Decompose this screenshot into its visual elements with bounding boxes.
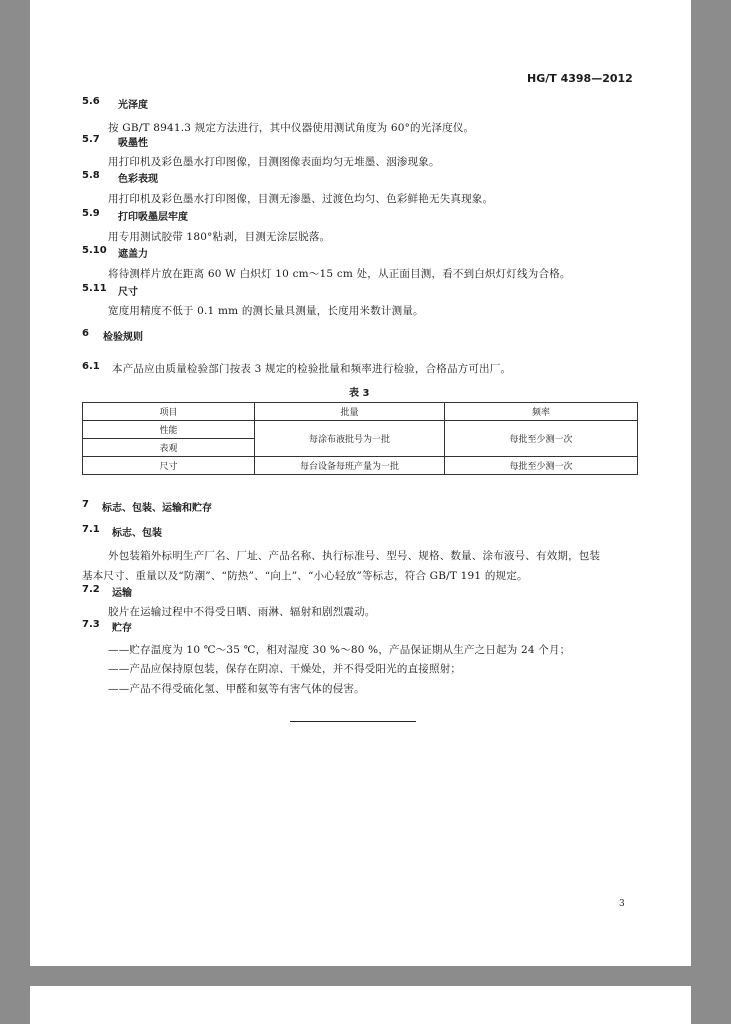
section-7-2-number: 7.2 xyxy=(82,584,100,595)
section-7-1-title: 标志、包装 xyxy=(112,528,162,539)
end-rule xyxy=(290,721,416,722)
section-7-title: 标志、包装、运输和贮存 xyxy=(102,503,212,514)
next-page-edge xyxy=(30,986,691,1024)
page-number: 3 xyxy=(619,899,625,909)
section-5-8-number: 5.8 xyxy=(82,170,100,181)
table-3-caption: 表 3 xyxy=(349,388,370,399)
table-header-cell: 批量 xyxy=(255,403,445,421)
section-7-2-title: 运输 xyxy=(112,588,132,599)
section-5-6-number: 5.6 xyxy=(82,96,100,107)
section-5-10-title: 遮盖力 xyxy=(118,249,148,260)
standard-number: HG/T 4398—2012 xyxy=(527,72,633,85)
section-5-7-number: 5.7 xyxy=(82,134,100,145)
table-3 xyxy=(82,402,638,475)
section-5-7-text: 用打印机及彩色墨水打印图像，目测图像表面均匀无堆墨、洇渗现象。 xyxy=(108,156,440,168)
section-7-2-text: 胶片在运输过程中不得受日晒、雨淋、辐射和剧烈震动。 xyxy=(108,606,376,618)
section-7-3-item: ——贮存温度为 10 ℃～35 ℃，相对湿度 30 %～80 %，产品保证期从生产之日起为 24 个月； xyxy=(108,644,571,656)
section-7-1-line-1: 外包装箱外标明生产厂名、厂址、产品名称、执行标准号、型号、规格、数量、涂布液号、有效期，包装 xyxy=(108,550,601,562)
section-6-1-number: 6.1 xyxy=(82,361,100,372)
table-header-cell: 项目 xyxy=(83,403,255,421)
section-6-title: 检验规则 xyxy=(103,332,143,343)
section-5-8-title: 色彩表现 xyxy=(118,174,158,185)
section-5-11-title: 尺寸 xyxy=(118,287,138,298)
table-header-row xyxy=(83,403,638,421)
section-7-1-line-2: 基本尺寸、重量以及“防潮”、“防热”、“向上”、“小心轻放”等标志，符合 GB/T 191 的规定。 xyxy=(82,570,528,582)
table-header-cell: 频率 xyxy=(445,403,638,421)
section-5-9-title: 打印吸墨层牢度 xyxy=(118,212,188,223)
table-cell: 性能 xyxy=(83,421,255,439)
table-cell: 每批至少测一次 xyxy=(445,457,638,475)
table-row xyxy=(83,457,638,475)
section-6-number: 6 xyxy=(82,328,89,339)
section-7-1-number: 7.1 xyxy=(82,524,100,535)
section-7-3-item: ——产品不得受硫化氢、甲醛和氨等有害气体的侵害。 xyxy=(108,683,365,695)
section-7-3-title: 贮存 xyxy=(112,623,132,634)
section-5-10-number: 5.10 xyxy=(82,245,107,256)
section-7-number: 7 xyxy=(82,499,89,510)
table-cell: 每涂布液批号为一批 xyxy=(255,421,445,457)
section-5-9-number: 5.9 xyxy=(82,208,100,219)
table-cell: 尺寸 xyxy=(83,457,255,475)
section-5-7-title: 吸墨性 xyxy=(118,138,148,149)
table-cell: 每批至少测一次 xyxy=(445,421,638,457)
section-7-3-number: 7.3 xyxy=(82,619,100,630)
section-5-11-number: 5.11 xyxy=(82,283,107,294)
table-cell: 每台设备每班产量为一批 xyxy=(255,457,445,475)
table-row xyxy=(83,421,638,439)
section-6-1-text: 本产品应由质量检验部门按表 3 规定的检验批量和频率进行检验，合格品方可出厂。 xyxy=(112,363,512,375)
section-5-6-title: 光泽度 xyxy=(118,100,148,111)
section-5-9-text: 用专用测试胶带 180°粘剥，目测无涂层脱落。 xyxy=(108,231,331,243)
section-5-6-text: 按 GB/T 8941.3 规定方法进行，其中仪器使用测试角度为 60°的光泽度仪。 xyxy=(108,122,475,134)
section-5-11-text: 宽度用精度不低于 0.1 mm 的测长量具测量，长度用米数计测量。 xyxy=(108,305,424,317)
section-5-8-text: 用打印机及彩色墨水打印图像，目测无渗墨、过渡色均匀、色彩鲜艳无失真现象。 xyxy=(108,193,494,205)
table-cell: 表观 xyxy=(83,439,255,457)
section-7-3-item: ——产品应保持原包装，保存在阴凉、干燥处，并不得受阳光的直接照射； xyxy=(108,663,462,675)
section-5-10-text: 将待测样片放在距离 60 W 白炽灯 10 cm～15 cm 处，从正面目测，看不到白炽灯灯线为合格。 xyxy=(108,268,571,280)
